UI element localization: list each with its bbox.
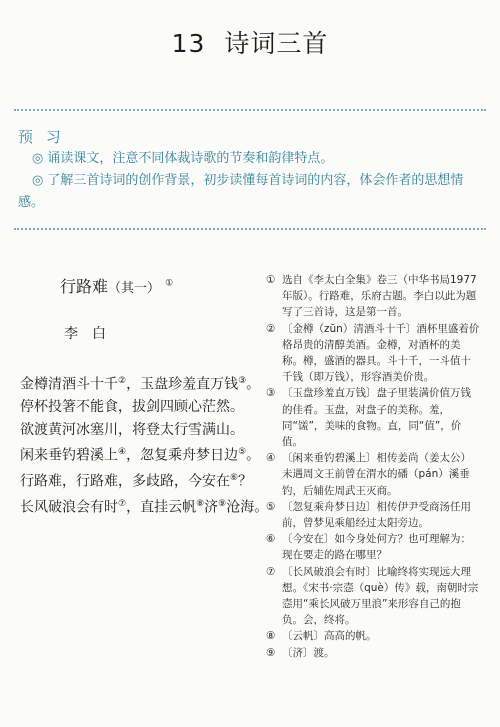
note-marker: ③ (238, 376, 247, 386)
note-marker: ④ (118, 447, 127, 458)
footnote-marker: ③ (266, 387, 276, 400)
preview-heading: 预 习 (18, 128, 65, 146)
poem-author: 李白 (64, 326, 120, 342)
footnote-text: 〔今安在〕如今身处何方？也可理解为：现在要走的路在哪里？ (282, 533, 471, 562)
poem-line-text: ，直挂云帆 (126, 500, 197, 517)
poem-line (20, 467, 262, 493)
footnote-item (266, 531, 480, 563)
note-marker: ⑨ (218, 499, 227, 510)
poem-line-text: 沧海。 (226, 500, 269, 517)
note-marker: ⑧ (196, 499, 205, 510)
note-marker: ⑤ (238, 447, 247, 458)
poem-line-text: ，忽复乘舟梦日边 (126, 447, 239, 464)
poem-line-text: 长风破浪会有时 (20, 500, 118, 517)
poem-line-text: 济 (204, 500, 219, 517)
divider-top (14, 109, 486, 111)
poem-line (20, 396, 262, 419)
footnote-item (266, 321, 480, 386)
footnote-marker: ⑤ (266, 500, 276, 513)
footnote-text: 〔济〕渡。 (282, 646, 335, 659)
footnote-item (266, 499, 480, 531)
footnote-text: 〔闲来垂钓碧溪上〕相传姜尚（姜太公）未遇周文王前曾在渭水的磻（pán）溪垂钓，后辅佐周武王灭商。 (282, 452, 471, 497)
footnote-marker: ⑥ (266, 533, 276, 546)
footnote-text: 〔玉盘珍羞直万钱〕盘子里装满价值万钱的佳肴。玉盘，对盘子的美称。羞，同“馐”，美味的食物。直，同“值”，价值。 (282, 387, 471, 449)
poem-title (60, 274, 173, 297)
bullet-icon: ◎ (32, 151, 44, 166)
poem-line-text: ，玉盘珍羞直万钱 (126, 376, 239, 393)
poem-line (20, 441, 262, 467)
footnote-marker: ⑨ (266, 646, 276, 659)
footnote-text: 〔长风破浪会有时〕比喻终将实现远大理想。《宋书·宗悫（què）传》载，南朝时宗悫用“乘长风破万里浪”来形容自己的抱负。会，终将。 (282, 565, 479, 627)
footnote-item (266, 645, 480, 661)
poem-line-text: 闲来垂钓碧溪上 (20, 447, 118, 464)
poem-line-text: 欲渡黄河冰塞川，将登太行雪满山。 (20, 421, 244, 438)
footnote-item (266, 628, 480, 644)
poem-line (20, 493, 269, 519)
preview-item-text: 诵读课文，注意不同体裁诗歌的节奏和韵律特点。 (47, 151, 334, 166)
lesson-name: 诗词三首 (224, 29, 329, 58)
footnote-item (266, 272, 480, 321)
footnotes (266, 272, 480, 661)
poem-line-text: 。 (246, 376, 261, 393)
poem-title-text: 行路难 (60, 277, 109, 296)
poem-line-text: 。 (246, 447, 261, 464)
poem-line-text: 停杯投箸不能食，拔剑四顾心茫然。 (20, 399, 244, 416)
footnote-text: 〔忽复乘舟梦日边〕相传伊尹受商汤任用前，曾梦见乘船经过太阳旁边。 (282, 500, 471, 530)
poem-line-text: 金樽清酒斗十千 (20, 376, 118, 393)
bullet-icon: ◎ (32, 173, 44, 188)
footnote-marker: ① (266, 274, 276, 286)
divider-bottom (14, 228, 486, 230)
note-marker: ⑦ (118, 499, 127, 510)
poem-line (20, 370, 262, 396)
note-marker: ② (118, 376, 127, 386)
footnote-marker: ② (266, 322, 276, 335)
preview-item-text: 了解三首诗词的创作背景，初步读懂每首诗词的内容，体会作者的思想情感。 (18, 173, 464, 210)
footnote-item (266, 450, 480, 499)
footnote-marker: ⑦ (266, 565, 276, 578)
footnote-item (266, 564, 480, 629)
preview-item (18, 170, 480, 214)
footnote-item (266, 385, 480, 450)
poem-body (20, 370, 269, 520)
footnote-text: 选自《李太白全集》卷三（中华书局1977年版）。行路难，乐府古题。李白以此为题写了三首诗，这是第一首。 (282, 274, 477, 319)
footnote-text: 〔云帆〕高高的帆。 (282, 630, 377, 643)
poem-subtitle: （其一） (108, 281, 161, 296)
note-marker: ⑥ (230, 473, 239, 484)
preview-item (18, 148, 480, 170)
poem-line-text: 行路难，行路难，多歧路，今安在 (20, 473, 230, 490)
footnote-text: 〔金樽（zūn）清酒斗十千〕酒杯里盛着价格昂贵的清醇美酒。金樽，对酒杯的美称。樽，盛酒的器具。斗十千，一斗值十千钱（即万钱），形容酒美价贵。 (282, 322, 480, 384)
lesson-title (0, 24, 500, 60)
poem-line-text: ？ (238, 473, 253, 490)
footnote-marker: ④ (266, 452, 276, 465)
footnote-marker: ⑧ (266, 630, 276, 643)
poem-line (20, 419, 262, 442)
poem-title-note-marker: ① (165, 278, 174, 289)
lesson-number: 13 (171, 29, 206, 58)
